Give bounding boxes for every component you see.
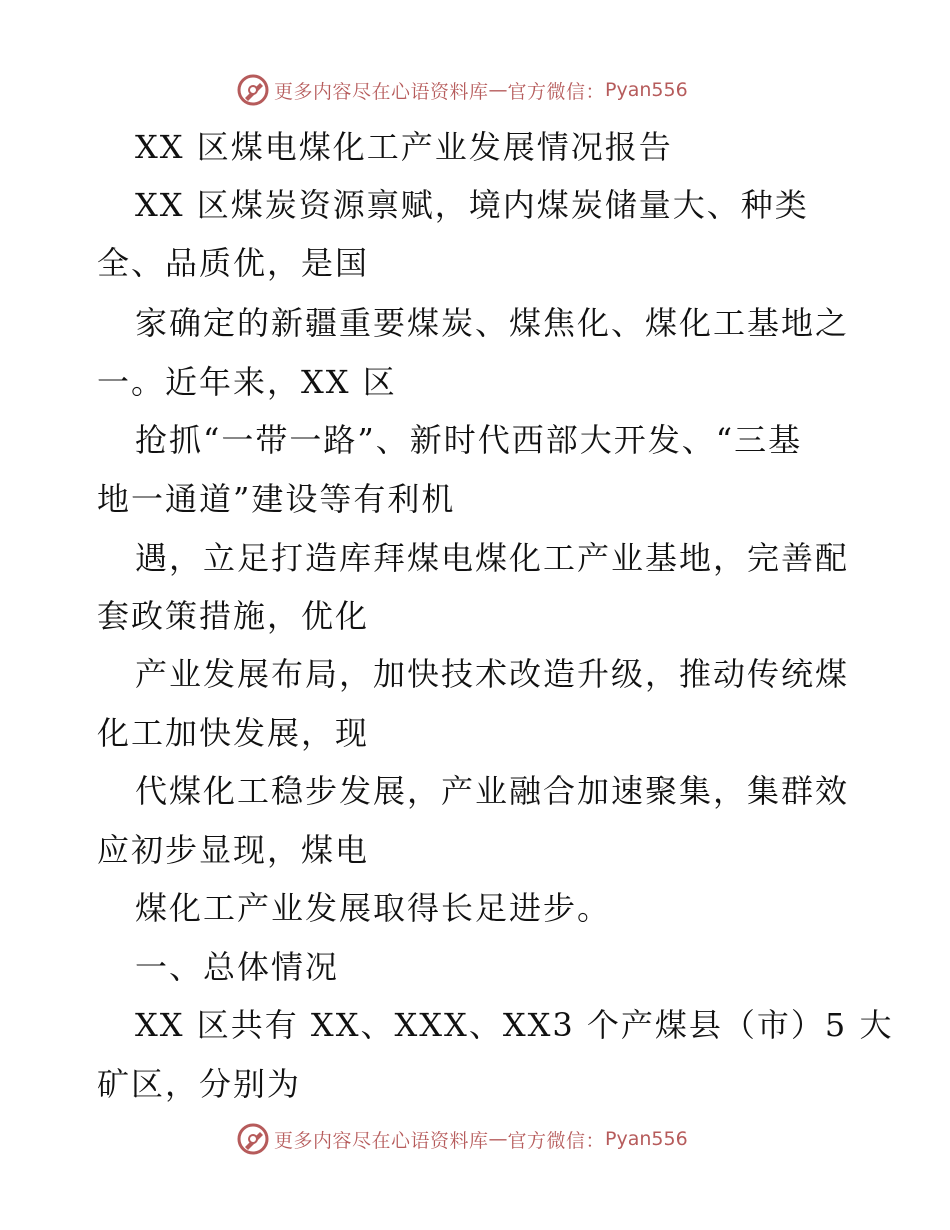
paragraph-line: 化工加快发展，现 [97, 714, 370, 752]
watermark-separator: — [488, 1128, 508, 1150]
paragraph-line: 产业发展布局，加快技术改造升级，推动传统煤 [135, 655, 850, 693]
watermark-separator: — [488, 79, 508, 101]
document-title: XX 区煤电煤化工产业发展情况报告 [135, 128, 673, 166]
watermark-account: Pyan556 [605, 79, 688, 101]
paragraph-line: 家确定的新疆重要煤炭、煤焦化、煤化工基地之 [135, 304, 850, 342]
watermark-label: 官方微信： [507, 1129, 606, 1152]
pen-logo-icon [236, 1122, 270, 1156]
paragraph-line: 代煤化工稳步发展，产业融合加速聚集，集群效 [135, 772, 850, 810]
paragraph-line: XX 区煤炭资源禀赋，境内煤炭储量大、种类 [135, 186, 809, 224]
watermark-account: Pyan556 [605, 1128, 688, 1150]
watermark-text: 更多内容尽在心语资料库 [274, 80, 489, 103]
footer-watermark [236, 1122, 688, 1156]
paragraph-line: 煤化工产业发展取得长足进步。 [135, 889, 612, 927]
paragraph-line: 应初步显现，煤电 [97, 831, 370, 869]
paragraph-line: XX 区共有 XX、XXX、XX3 个产煤县（市）5 大 [135, 1006, 894, 1044]
paragraph-line: 矿区，分别为 [97, 1065, 302, 1103]
watermark-label: 官方微信： [507, 80, 606, 103]
pen-logo-icon [236, 73, 270, 107]
paragraph-line: 一。近年来，XX 区 [97, 363, 397, 401]
paragraph-line: 全、品质优，是国 [97, 244, 370, 282]
paragraph-line: 地一通道”建设等有利机 [97, 480, 456, 518]
header-watermark [236, 73, 688, 107]
paragraph-line: 遇，立足打造库拜煤电煤化工产业基地，完善配 [135, 539, 850, 577]
paragraph-line: 套政策措施，优化 [97, 597, 370, 635]
watermark-text: 更多内容尽在心语资料库 [274, 1129, 489, 1152]
section-heading: 一、总体情况 [135, 948, 340, 986]
paragraph-line: 抢抓“一带一路”、新时代西部大开发、“三基 [135, 421, 803, 459]
